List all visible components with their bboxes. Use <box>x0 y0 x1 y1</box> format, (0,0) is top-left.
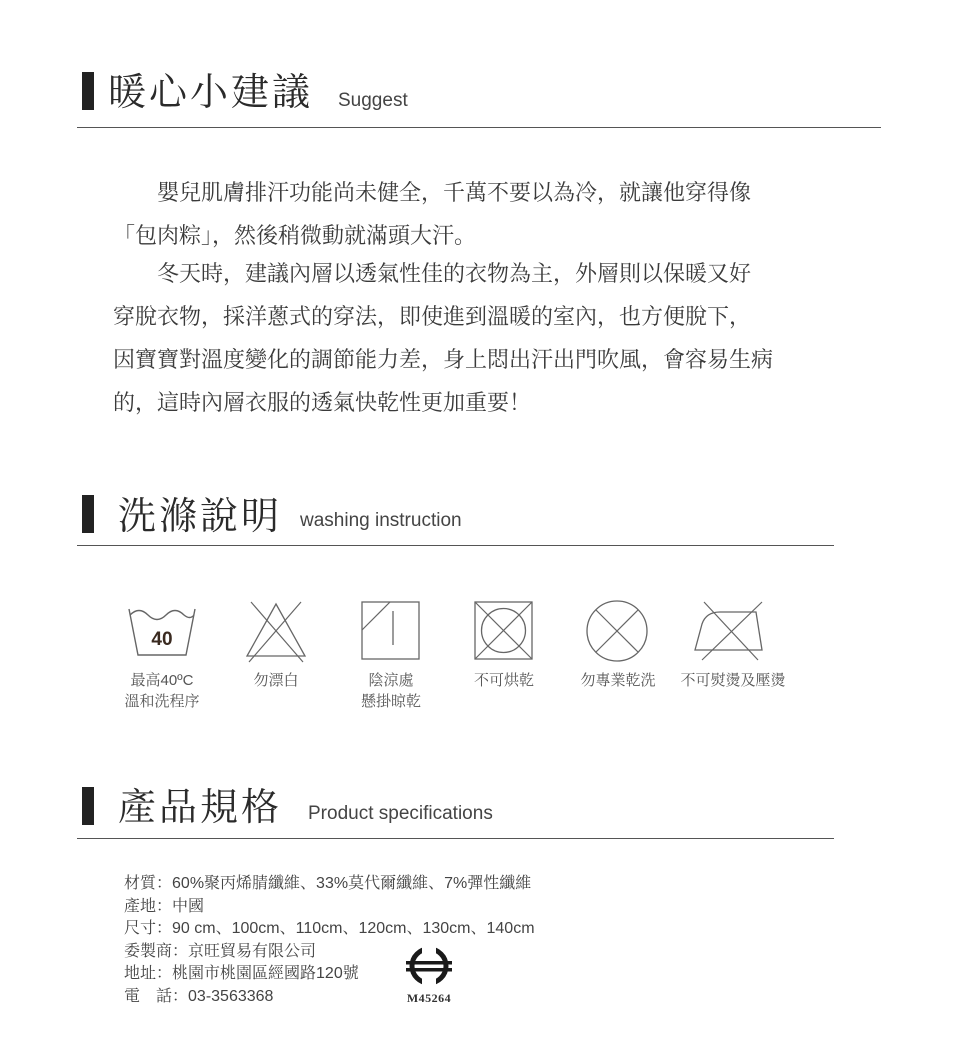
care-label: 不可烘乾 <box>473 672 534 689</box>
section-marker <box>82 787 94 825</box>
specs-subtitle: Product specifications <box>308 803 493 824</box>
suggest-paragraph-1 <box>113 171 813 257</box>
section-marker <box>82 72 94 110</box>
wash-40-icon <box>126 603 198 668</box>
care-label: 最高40ºC 溫和洗程序 <box>124 672 200 710</box>
care-label: 不可熨燙及壓燙 <box>680 672 786 689</box>
spec-label: 地址： <box>124 965 173 982</box>
no-bleach-icon <box>243 598 309 669</box>
spec-row-address <box>124 963 535 986</box>
spec-label: 電 話： <box>124 987 189 1005</box>
spec-row-size <box>124 918 535 941</box>
spec-value: 桃園市桃園區經國路120號 <box>172 965 359 982</box>
spec-row-origin <box>124 896 535 919</box>
no-iron-icon <box>692 600 772 667</box>
paragraph-line: 的，這時內層衣服的透氣快乾性更加重要！ <box>113 390 532 415</box>
section-divider <box>77 545 834 546</box>
no-tumble-dry-icon <box>473 600 535 667</box>
spec-value: 60%聚丙烯腈纖維、33%莫代爾纖維、7%彈性纖維 <box>172 875 532 892</box>
certification-mark-icon <box>400 944 458 1010</box>
paragraph-line: 嬰兒肌膚排汗功能尚未健全，千萬不要以為冷，就讓他穿得像 <box>113 180 752 205</box>
spec-list <box>124 873 535 1008</box>
suggest-title: 暖心小建議 <box>108 72 314 114</box>
paragraph-line: 穿脫衣物，採洋蔥式的穿法，即使進到溫暖的室內，也方便脫下， <box>113 304 752 329</box>
suggest-subtitle: Suggest <box>338 90 408 111</box>
spec-value: 京旺貿易有限公司 <box>188 942 317 960</box>
spec-row-phone <box>124 986 535 1009</box>
certification-code: M45264 <box>406 991 452 1005</box>
section-divider <box>77 127 881 128</box>
washing-subtitle: washing instruction <box>300 510 462 531</box>
line-dry-shade-icon <box>360 600 422 667</box>
no-dry-clean-icon <box>584 598 650 669</box>
care-label: 陰涼處 懸掛晾乾 <box>360 672 421 710</box>
suggest-paragraph-2 <box>113 252 813 424</box>
spec-value: 03-3563368 <box>188 987 274 1005</box>
paragraph-line: 因寶寶對溫度變化的調節能力差，身上悶出汗出門吹風，會容易生病 <box>113 347 774 372</box>
washing-title: 洗滌說明 <box>118 496 283 538</box>
wash-temperature: 40 <box>151 629 173 650</box>
section-divider <box>77 838 834 839</box>
care-label: 勿專業乾洗 <box>580 672 656 689</box>
spec-label: 產地： <box>124 897 173 915</box>
paragraph-line: 「包肉粽」，然後稍微動就滿頭大汗。 <box>113 223 477 248</box>
paragraph-line: 冬天時，建議內層以透氣性佳的衣物為主，外層則以保暖又好 <box>113 261 752 286</box>
spec-label: 尺寸： <box>124 920 173 937</box>
spec-label: 材質： <box>124 875 173 892</box>
spec-row-manufacturer <box>124 941 535 964</box>
spec-value: 中國 <box>172 897 205 915</box>
care-label: 勿漂白 <box>253 672 299 689</box>
spec-row-material <box>124 873 535 896</box>
section-marker <box>82 495 94 533</box>
specs-title: 產品規格 <box>118 787 283 829</box>
spec-value: 90 cm、100cm、110cm、120cm、130cm、140cm <box>172 920 535 937</box>
spec-label: 委製商： <box>124 942 189 960</box>
